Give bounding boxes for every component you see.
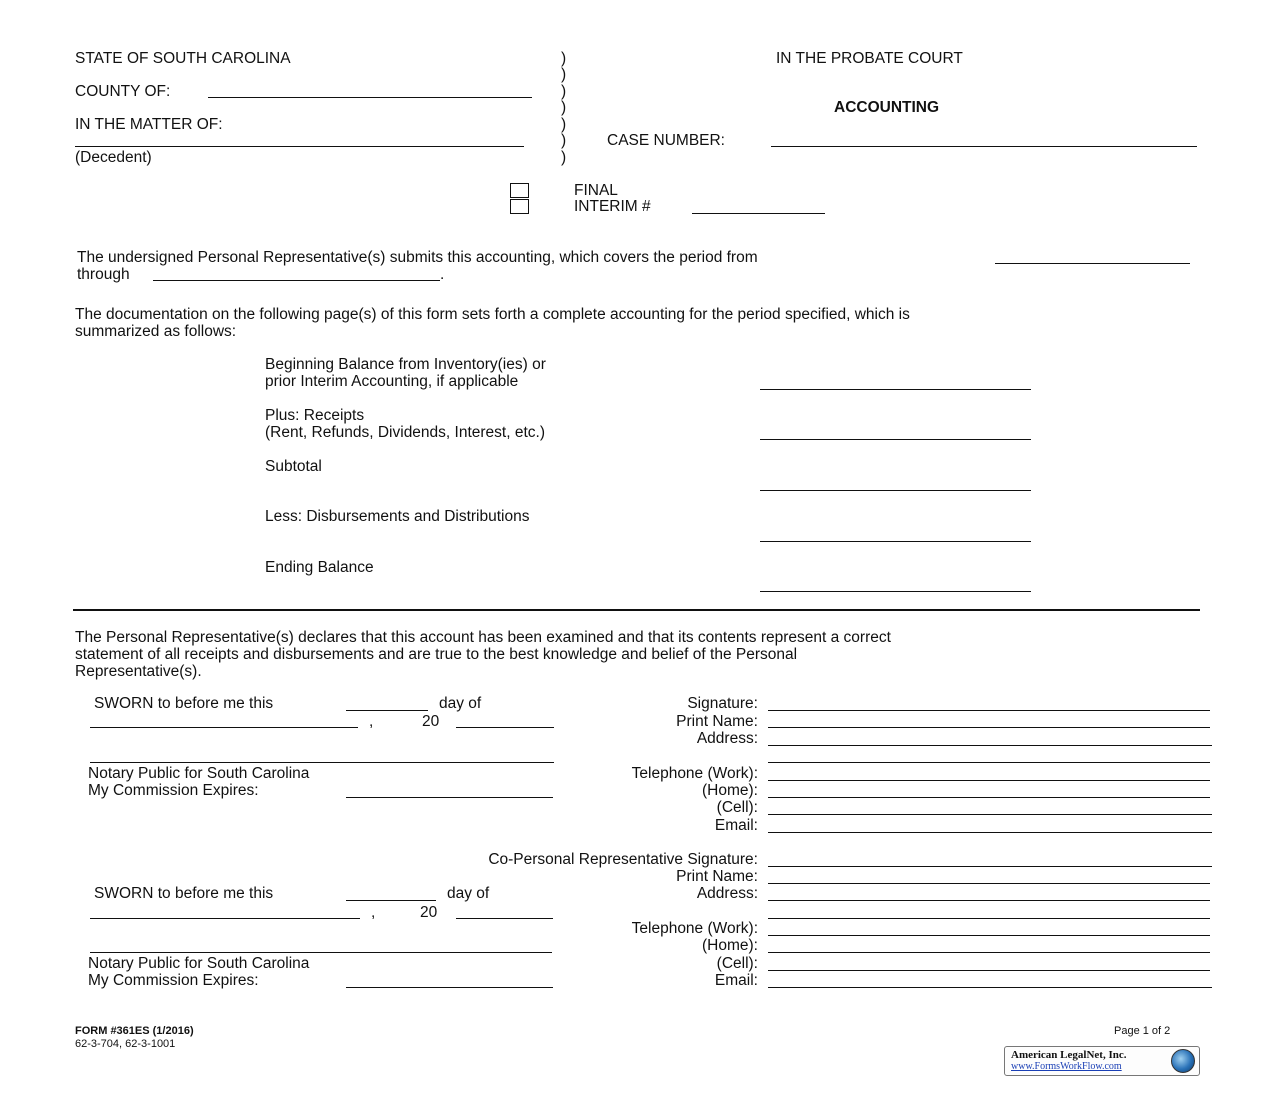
print-name-label: Print Name:: [676, 713, 758, 730]
day-of-label: day of: [447, 885, 490, 902]
disbursements-field[interactable]: [760, 541, 1031, 542]
summary-row-label: Beginning Balance from Inventory(ies) or: [265, 356, 546, 373]
commission-label: My Commission Expires:: [88, 972, 259, 989]
receipts-field[interactable]: [760, 439, 1031, 440]
case-number-label: CASE NUMBER:: [607, 132, 725, 149]
co-telephone-cell-label: (Cell):: [716, 955, 758, 972]
telephone-work-label: Telephone (Work):: [631, 765, 758, 782]
co-telephone-work-field[interactable]: [768, 935, 1210, 936]
form-number: FORM #361ES (1/2016): [75, 1025, 194, 1037]
co-telephone-home-field[interactable]: [768, 952, 1210, 953]
logo-company-name: American LegalNet, Inc.: [1011, 1049, 1127, 1061]
day-of-label: day of: [439, 695, 482, 712]
notary-signature-field[interactable]: [90, 762, 554, 763]
summary-row-sublabel: prior Interim Accounting, if applicable: [265, 373, 519, 390]
beginning-balance-field[interactable]: [760, 389, 1031, 390]
co-telephone-home-label: (Home):: [702, 937, 758, 954]
paren: ): [561, 66, 567, 83]
summary-intro-line1: The documentation on the following page(s) of this form sets forth a complete accounting for the period specified, which is: [75, 306, 910, 323]
matter-label: IN THE MATTER OF:: [75, 116, 223, 133]
sworn-year-field-2[interactable]: [456, 918, 553, 919]
sworn-month-field-2[interactable]: [90, 918, 360, 919]
comma: ,: [369, 713, 374, 730]
paren: ): [561, 132, 567, 149]
sworn-day-field[interactable]: [346, 710, 428, 711]
co-print-name-label: Print Name:: [676, 868, 758, 885]
co-telephone-cell-field[interactable]: [768, 970, 1210, 971]
telephone-cell-label: (Cell):: [716, 799, 758, 816]
declaration-line2: statement of all receipts and disbursements and are true to the best knowledge and belief of the Personal: [75, 646, 798, 663]
co-telephone-work-label: Telephone (Work):: [631, 920, 758, 937]
co-address-field-line2[interactable]: [768, 918, 1210, 919]
sworn-label: SWORN to before me this: [94, 885, 274, 902]
summary-row-label: Ending Balance: [265, 559, 374, 576]
co-print-name-field[interactable]: [768, 883, 1210, 884]
subtotal-field[interactable]: [760, 490, 1031, 491]
period-end-punctuation: .: [440, 266, 445, 283]
period-through-label: through: [77, 266, 130, 283]
co-address-field-line1[interactable]: [768, 900, 1210, 901]
telephone-home-label: (Home):: [702, 782, 758, 799]
page-number: Page 1 of 2: [1114, 1025, 1171, 1037]
signature-label: Signature:: [687, 695, 758, 712]
period-text: The undersigned Personal Representative(s) submits this accounting, which covers the period from: [77, 249, 758, 266]
summary-row-label: Subtotal: [265, 458, 322, 475]
sworn-day-field-2[interactable]: [346, 900, 436, 901]
county-field[interactable]: [208, 97, 532, 98]
sworn-year-field[interactable]: [456, 727, 554, 728]
comma: ,: [371, 904, 376, 921]
summary-row-label: Less: Disbursements and Distributions: [265, 508, 530, 525]
interim-checkbox[interactable]: [510, 199, 529, 214]
telephone-cell-field[interactable]: [768, 814, 1212, 815]
paren: ): [561, 99, 567, 116]
state-label: STATE OF SOUTH CAROLINA: [75, 50, 291, 67]
sworn-label: SWORN to before me this: [94, 695, 274, 712]
summary-intro-line2: summarized as follows:: [75, 323, 237, 340]
period-through-field[interactable]: [153, 280, 440, 281]
year-prefix: 20: [422, 713, 440, 730]
print-name-field[interactable]: [768, 727, 1210, 728]
signature-field[interactable]: [768, 710, 1210, 711]
interim-label: INTERIM #: [574, 198, 651, 215]
declaration-line1: The Personal Representative(s) declares that this account has been examined and that its contents represent a correct: [75, 629, 891, 646]
year-prefix: 20: [420, 904, 438, 921]
paren: ): [561, 116, 567, 133]
paren: ): [561, 83, 567, 100]
email-field[interactable]: [768, 832, 1212, 833]
summary-row-label: Plus: Receipts: [265, 407, 365, 424]
form-title: ACCOUNTING: [834, 99, 940, 116]
final-label: FINAL: [574, 182, 618, 199]
co-email-field[interactable]: [768, 987, 1212, 988]
paren: ): [561, 50, 567, 67]
commission-expires-field[interactable]: [346, 797, 553, 798]
court-label: IN THE PROBATE COURT: [776, 50, 963, 67]
notary-signature-field-2[interactable]: [90, 952, 552, 953]
case-number-field[interactable]: [771, 146, 1197, 147]
final-checkbox[interactable]: [510, 183, 529, 198]
decedent-label: (Decedent): [75, 149, 152, 166]
co-signature-field[interactable]: [768, 866, 1212, 867]
ending-balance-field[interactable]: [760, 591, 1031, 592]
address-field-line2[interactable]: [768, 762, 1210, 763]
telephone-work-field[interactable]: [768, 780, 1210, 781]
county-label: COUNTY OF:: [75, 83, 171, 100]
paren: ): [561, 149, 567, 166]
globe-icon: [1171, 1049, 1195, 1073]
summary-row-sublabel: (Rent, Refunds, Dividends, Interest, etc.): [265, 424, 545, 441]
email-label: Email:: [714, 817, 758, 834]
co-address-label: Address:: [696, 885, 758, 902]
matter-field[interactable]: [75, 146, 524, 147]
section-divider: [73, 609, 1200, 611]
notary-label: Notary Public for South Carolina: [88, 765, 310, 782]
notary-label: Notary Public for South Carolina: [88, 955, 310, 972]
address-field-line1[interactable]: [768, 745, 1212, 746]
co-signature-label: Co-Personal Representative Signature:: [488, 851, 758, 868]
legalnet-logo[interactable]: [1004, 1046, 1200, 1076]
sworn-month-field[interactable]: [90, 727, 358, 728]
statute-reference: 62-3-704, 62-3-1001: [75, 1038, 176, 1050]
commission-label: My Commission Expires:: [88, 782, 259, 799]
co-email-label: Email:: [714, 972, 758, 989]
declaration-line3: Representative(s).: [75, 663, 202, 680]
period-from-field[interactable]: [995, 263, 1190, 264]
commission-expires-field-2[interactable]: [346, 987, 553, 988]
address-label: Address:: [696, 730, 758, 747]
interim-number-field[interactable]: [692, 213, 825, 214]
telephone-home-field[interactable]: [768, 797, 1210, 798]
logo-url-link[interactable]: www.FormsWorkFlow.com: [1011, 1061, 1122, 1072]
